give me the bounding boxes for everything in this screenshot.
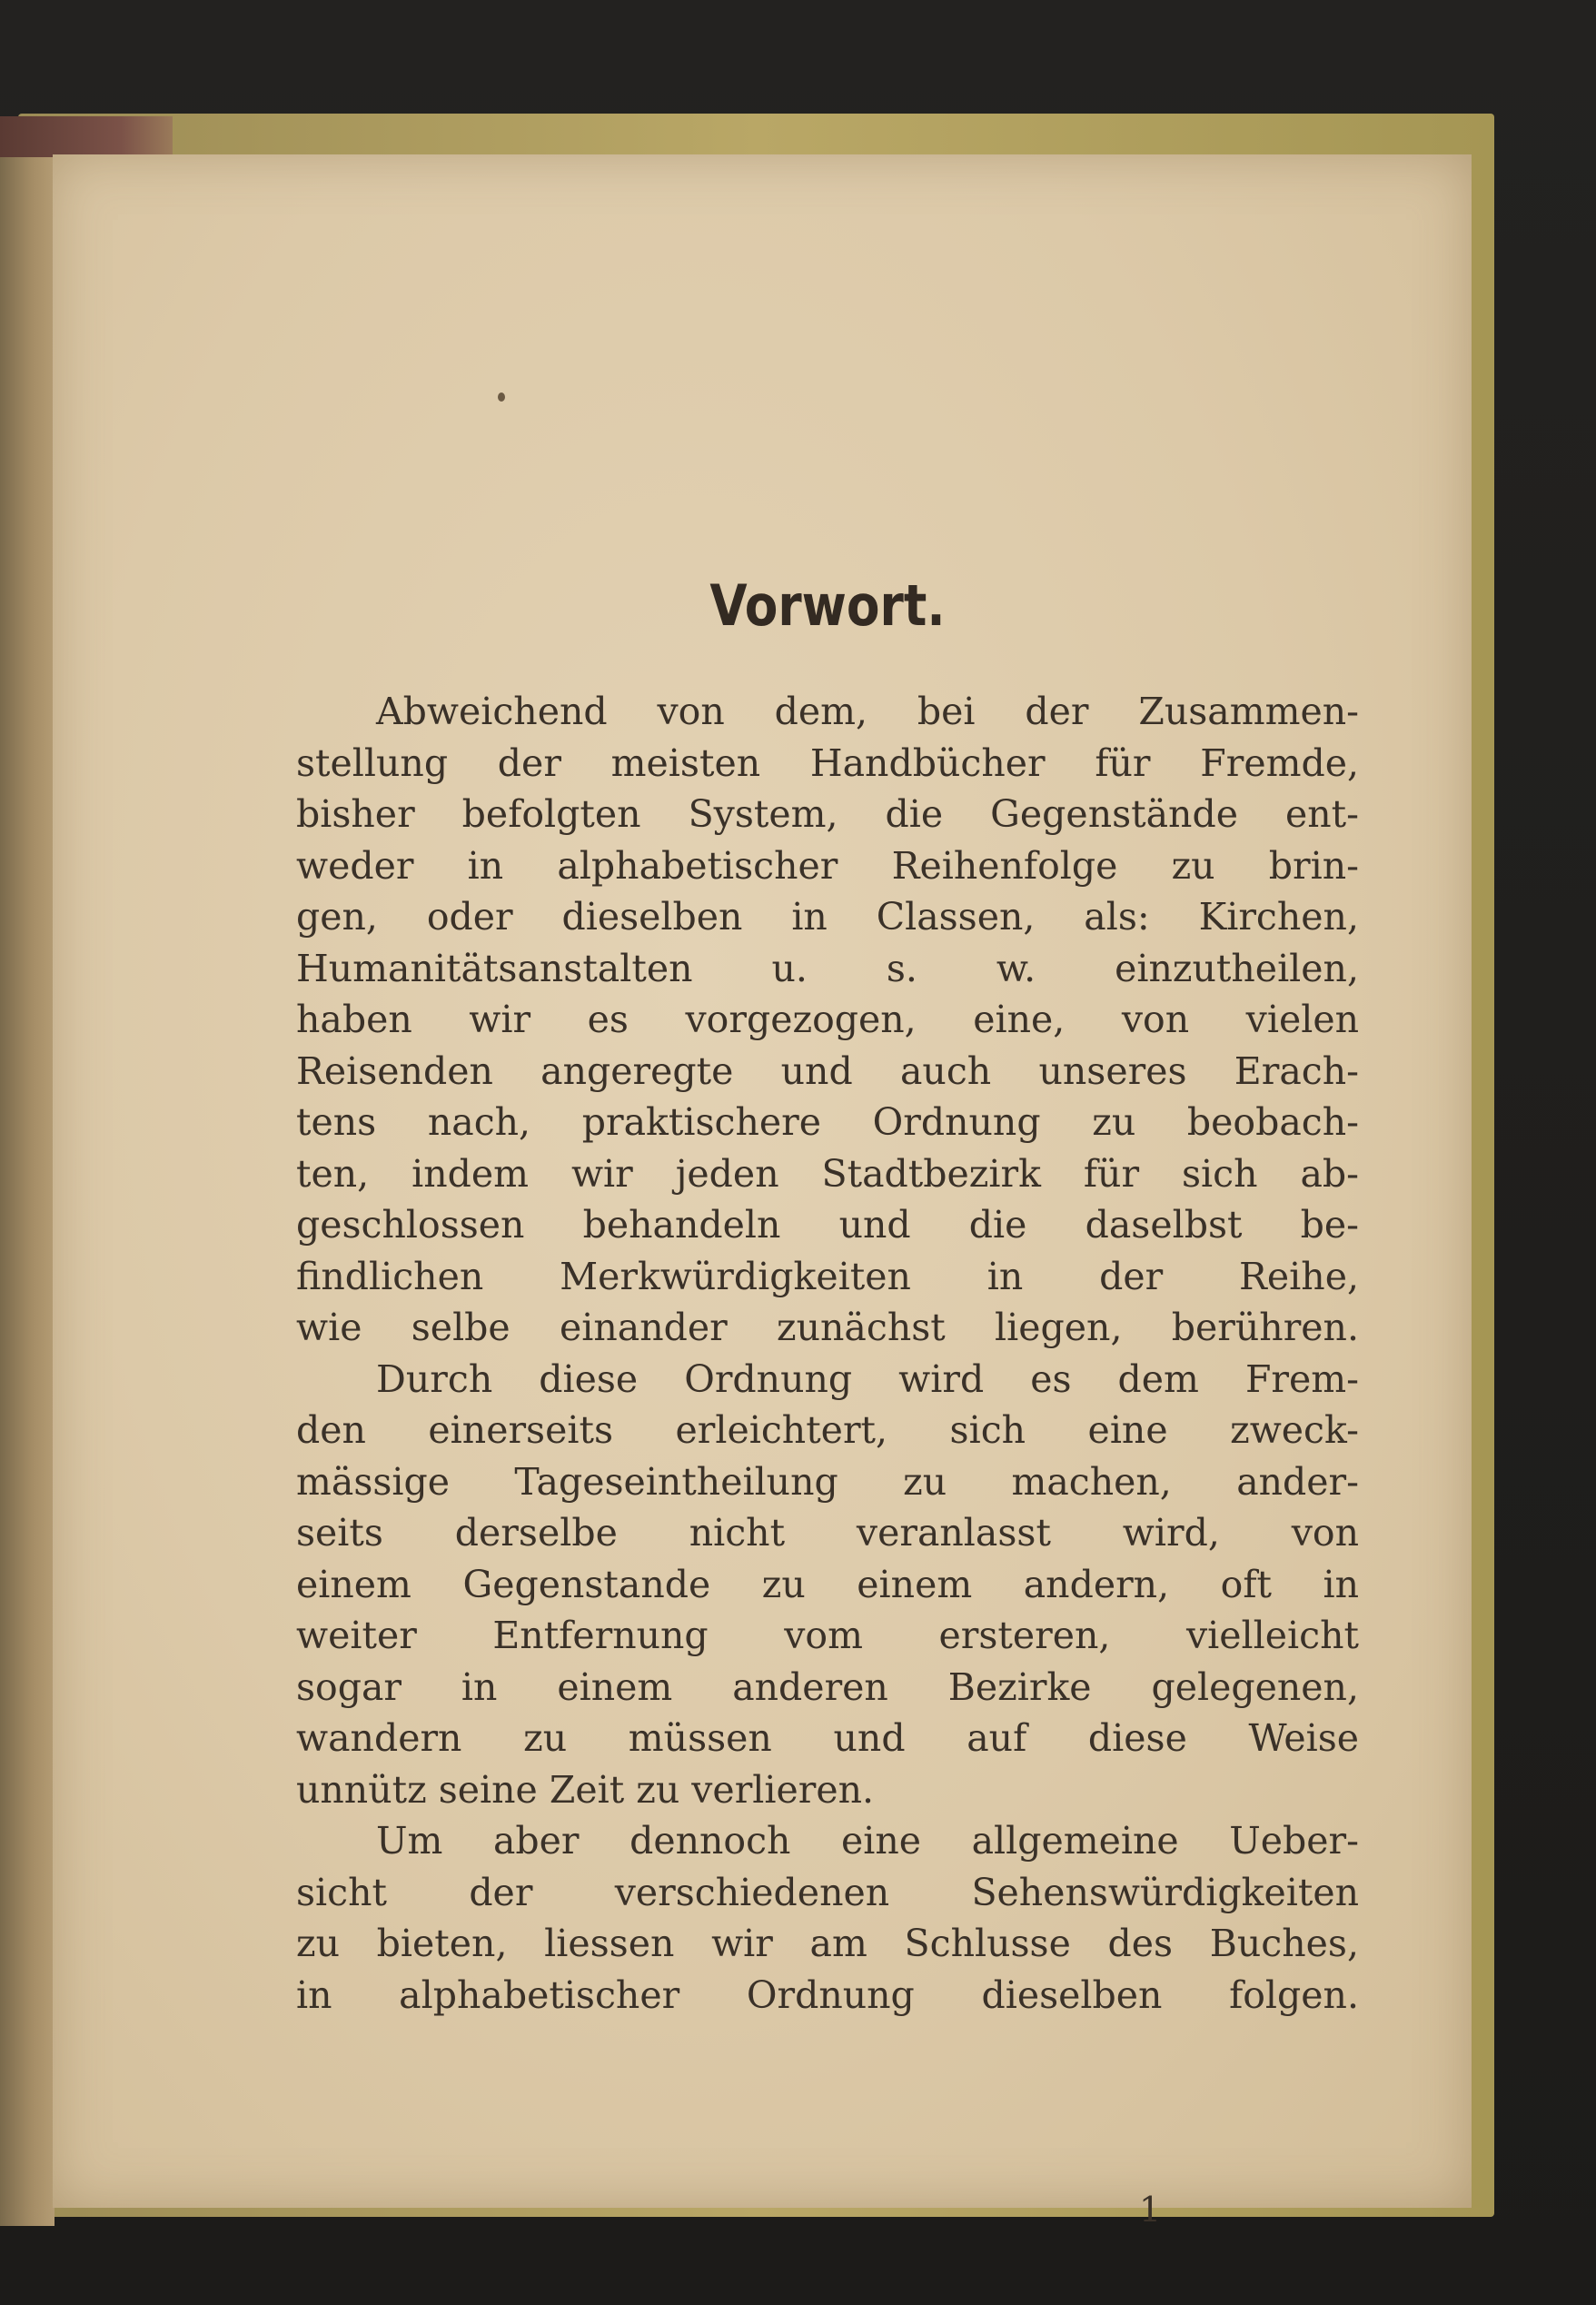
text-line: den einerseits erleichtert, sich eine zweck- (296, 1408, 1359, 1452)
text-line: haben wir es vorgezogen, eine, von vielen (296, 998, 1359, 1041)
text-line: wandern zu müssen und auf diese Weise (296, 1716, 1359, 1760)
text-line: Humanitätsanstalten u. s. w. einzutheilen, (296, 946, 1359, 990)
facing-page-edge (0, 118, 55, 2226)
text-line: findlichen Merkwürdigkeiten in der Reihe, (296, 1254, 1359, 1298)
text-line: stellung der meisten Handbücher für Fremde, (296, 740, 1359, 785)
text-line: sicht der verschiedenen Sehenswürdigkeiten (296, 1870, 1359, 1914)
text-line: Abweichend von dem, bei der Zusammen- (376, 690, 1359, 733)
text-line: zu bieten, liessen wir am Schlusse des Buches, (296, 1922, 1359, 1965)
page-content (296, 572, 1359, 2021)
paragraph-1 (296, 686, 1359, 1354)
text-line: weder in alphabetischer Reihenfolge zu brin- (296, 843, 1359, 888)
text-line: Reisenden angeregte und auch unseres Erach- (296, 1048, 1359, 1093)
binding-cloth (0, 116, 173, 157)
text-line: gen, oder dieselben in Classen, als: Kirchen, (296, 895, 1359, 939)
text-line: Durch diese Ordnung wird es dem Frem- (376, 1356, 1359, 1401)
text-line: mässige Tageseintheilung zu machen, ander- (296, 1459, 1359, 1504)
paragraph-2 (296, 1354, 1359, 1816)
text-line: ten, indem wir jeden Stadtbezirk für sich ab- (296, 1151, 1359, 1196)
text-line: weiter Entfernung vom ersteren, vielleicht (296, 1614, 1359, 1657)
book-page (53, 154, 1472, 2230)
text-line: bisher befolgten System, die Gegenstände ent- (296, 792, 1359, 836)
text-line: Um aber dennoch eine allgemeine Ueber- (376, 1819, 1359, 1863)
page-number: 1 (1139, 2190, 1162, 2230)
text-line: tens nach, praktischere Ordnung zu beobach- (296, 1100, 1359, 1144)
text-line: wie selbe einander zunächst liegen, berühren. (296, 1306, 1359, 1349)
text-line: seits derselbe nicht veranlasst wird, von (296, 1511, 1359, 1555)
page-heading: Vorwort. (709, 572, 946, 639)
paper-speck (498, 392, 505, 402)
text-line: sogar in einem anderen Bezirke gelegenen, (296, 1664, 1359, 1709)
text-line: einem Gegenstande zu einem andern, oft in (296, 1562, 1359, 1606)
text-line: in alphabetischer Ordnung dieselben folgen. (296, 1972, 1359, 2017)
text-line: unnütz seine Zeit zu verlieren. (296, 1767, 875, 1812)
paragraph-3 (296, 1815, 1359, 2021)
text-line: geschlossen behandeln und die daselbst be- (296, 1203, 1359, 1247)
